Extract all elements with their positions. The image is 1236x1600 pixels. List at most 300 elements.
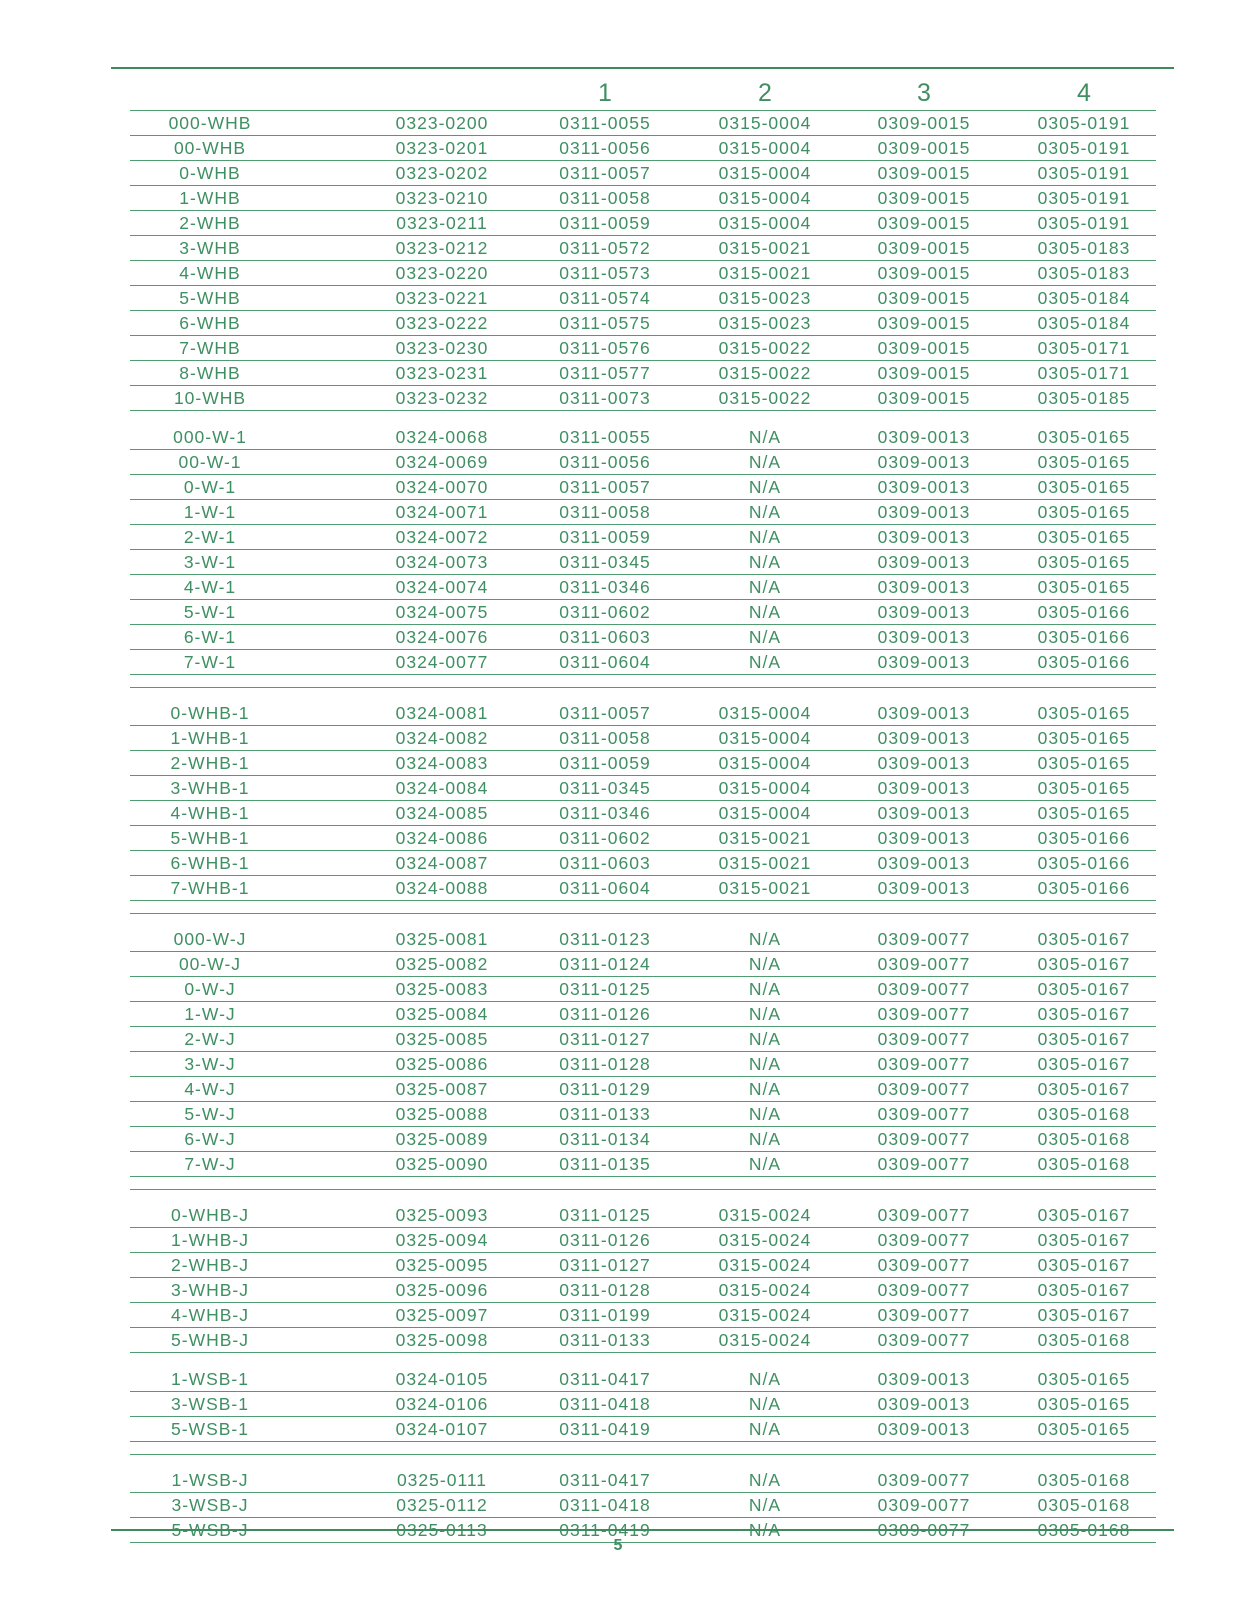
model-cell: 3-W-J — [184, 1054, 236, 1074]
part-2-cell: 0315-0004 — [718, 113, 812, 133]
part-2-cell: N/A — [748, 477, 782, 497]
part-3-cell: 0309-0015 — [877, 113, 971, 133]
model-cell: 0-WHB-J — [171, 1205, 249, 1225]
part-1-cell: 0311-0133 — [559, 1330, 651, 1350]
table-row — [130, 650, 1156, 675]
table-row — [130, 1392, 1156, 1417]
part-4-cell: 0305-0165 — [1037, 778, 1131, 798]
group-separator — [130, 411, 1156, 425]
part-4-cell: 0305-0165 — [1037, 552, 1131, 572]
catalog-number-cell: 0323-0212 — [395, 238, 489, 258]
model-cell: 5-WHB — [179, 288, 241, 308]
part-2-cell: N/A — [748, 1470, 782, 1490]
part-3-cell: 0309-0077 — [877, 929, 971, 949]
part-4-cell: 0305-0165 — [1037, 477, 1131, 497]
model-cell: 1-WHB — [179, 188, 241, 208]
bottom-rule — [111, 1529, 1174, 1531]
part-4-cell: 0305-0165 — [1037, 753, 1131, 773]
model-cell: 0-WHB-1 — [170, 703, 250, 723]
part-2-cell: 0315-0004 — [718, 728, 812, 748]
part-3-cell: 0309-0077 — [877, 1029, 971, 1049]
catalog-number-cell: 0324-0083 — [395, 753, 489, 773]
table-row — [130, 1417, 1156, 1442]
table-row — [130, 776, 1156, 801]
catalog-number-cell: 0324-0071 — [395, 502, 489, 522]
table-row — [130, 161, 1156, 186]
group-separator — [130, 1353, 1156, 1367]
model-cell: 5-WHB-1 — [170, 828, 250, 848]
part-4-cell: 0305-0166 — [1037, 652, 1131, 672]
part-1-cell: 0311-0345 — [559, 552, 651, 572]
catalog-number-cell: 0325-0083 — [395, 979, 489, 999]
part-3-cell: 0309-0013 — [877, 828, 971, 848]
catalog-number-cell: 0324-0075 — [395, 602, 489, 622]
part-1-cell: 0311-0602 — [559, 602, 651, 622]
catalog-number-cell: 0324-0107 — [395, 1419, 489, 1439]
model-cell: 5-W-1 — [183, 602, 237, 622]
part-1-cell: 0311-0603 — [559, 853, 651, 873]
part-3-cell: 0309-0077 — [877, 1079, 971, 1099]
part-1-cell: 0311-0603 — [559, 627, 651, 647]
model-cell: 7-W-1 — [183, 652, 237, 672]
part-2-cell: N/A — [748, 1104, 782, 1124]
part-2-cell: 0315-0021 — [718, 828, 812, 848]
page-number: 5 — [613, 1537, 623, 1554]
part-4-cell: 0305-0165 — [1037, 527, 1131, 547]
part-2-cell: N/A — [748, 652, 782, 672]
column-header-3: 3 — [917, 79, 931, 107]
part-4-cell: 0305-0168 — [1037, 1330, 1131, 1350]
part-1-cell: 0311-0057 — [559, 477, 651, 497]
catalog-number-cell: 0325-0087 — [395, 1079, 489, 1099]
part-2-cell: N/A — [748, 1154, 782, 1174]
parts-table — [130, 111, 1156, 1543]
catalog-number-cell: 0325-0085 — [395, 1029, 489, 1049]
part-2-cell: 0315-0023 — [718, 288, 812, 308]
part-1-cell: 0311-0058 — [559, 188, 651, 208]
table-row — [130, 236, 1156, 261]
table-row — [130, 1328, 1156, 1353]
table-row — [130, 450, 1156, 475]
part-4-cell: 0305-0184 — [1037, 288, 1131, 308]
part-4-cell: 0305-0166 — [1037, 627, 1131, 647]
part-2-cell: 0315-0004 — [718, 778, 812, 798]
part-4-cell: 0305-0167 — [1037, 1230, 1131, 1250]
part-3-cell: 0309-0015 — [877, 288, 971, 308]
part-2-cell: N/A — [748, 627, 782, 647]
catalog-number-cell: 0325-0088 — [395, 1104, 489, 1124]
catalog-number-cell: 0324-0073 — [395, 552, 489, 572]
part-1-cell: 0311-0055 — [559, 113, 651, 133]
part-1-cell: 0311-0128 — [559, 1054, 651, 1074]
model-cell: 0-W-1 — [183, 477, 237, 497]
catalog-number-cell: 0323-0200 — [395, 113, 489, 133]
part-3-cell: 0309-0013 — [877, 577, 971, 597]
part-1-cell: 0311-0127 — [559, 1255, 651, 1275]
part-1-cell: 0311-0604 — [559, 878, 651, 898]
model-cell: 6-W-1 — [183, 627, 237, 647]
part-3-cell: 0309-0077 — [877, 1280, 971, 1300]
catalog-number-cell: 0325-0089 — [395, 1129, 489, 1149]
part-1-cell: 0311-0073 — [559, 388, 651, 408]
part-2-cell: N/A — [748, 1419, 782, 1439]
part-4-cell: 0305-0168 — [1037, 1104, 1131, 1124]
part-2-cell: 0315-0004 — [718, 188, 812, 208]
table-row — [130, 726, 1156, 751]
catalog-number-cell: 0324-0105 — [395, 1369, 489, 1389]
part-3-cell: 0309-0077 — [877, 1495, 971, 1515]
part-2-cell: 0315-0024 — [718, 1255, 812, 1275]
table-row — [130, 977, 1156, 1002]
part-4-cell: 0305-0167 — [1037, 1255, 1131, 1275]
catalog-number-cell: 0323-0230 — [395, 338, 489, 358]
table-row — [130, 1278, 1156, 1303]
part-4-cell: 0305-0167 — [1037, 979, 1131, 999]
catalog-number-cell: 0325-0094 — [395, 1230, 489, 1250]
part-2-cell: 0315-0024 — [718, 1330, 812, 1350]
model-cell: 4-WHB-J — [171, 1305, 249, 1325]
part-2-cell: 0315-0004 — [718, 138, 812, 158]
table-row — [130, 286, 1156, 311]
part-1-cell: 0311-0419 — [559, 1520, 651, 1540]
part-1-cell: 0311-0573 — [559, 263, 651, 283]
part-2-cell: 0315-0004 — [718, 213, 812, 233]
part-1-cell: 0311-0418 — [559, 1394, 651, 1414]
part-3-cell: 0309-0015 — [877, 263, 971, 283]
part-2-cell: N/A — [748, 1004, 782, 1024]
part-1-cell: 0311-0124 — [559, 954, 651, 974]
part-3-cell: 0309-0077 — [877, 1520, 971, 1540]
part-3-cell: 0309-0077 — [877, 1004, 971, 1024]
part-1-cell: 0311-0572 — [559, 238, 651, 258]
model-cell: 7-W-J — [184, 1154, 236, 1174]
model-cell: 5-WSB-1 — [171, 1419, 249, 1439]
part-4-cell: 0305-0167 — [1037, 1004, 1131, 1024]
part-1-cell: 0311-0057 — [559, 703, 651, 723]
part-1-cell: 0311-0134 — [559, 1129, 651, 1149]
model-cell: 2-W-1 — [183, 527, 237, 547]
part-4-cell: 0305-0165 — [1037, 427, 1131, 447]
part-1-cell: 0311-0057 — [559, 163, 651, 183]
catalog-number-cell: 0325-0093 — [395, 1205, 489, 1225]
catalog-number-cell: 0324-0106 — [395, 1394, 489, 1414]
part-4-cell: 0305-0165 — [1037, 1369, 1131, 1389]
model-cell: 5-W-J — [184, 1104, 236, 1124]
part-4-cell: 0305-0185 — [1037, 388, 1131, 408]
part-2-cell: N/A — [748, 452, 782, 472]
part-3-cell: 0309-0013 — [877, 878, 971, 898]
part-3-cell: 0309-0015 — [877, 213, 971, 233]
table-row — [130, 136, 1156, 161]
model-cell: 2-WHB — [179, 213, 241, 233]
catalog-number-cell: 0324-0068 — [395, 427, 489, 447]
group-separator — [130, 1442, 1156, 1468]
part-1-cell: 0311-0129 — [559, 1079, 651, 1099]
part-3-cell: 0309-0077 — [877, 1054, 971, 1074]
catalog-number-cell: 0325-0097 — [395, 1305, 489, 1325]
part-1-cell: 0311-0056 — [559, 452, 651, 472]
part-1-cell: 0311-0123 — [559, 929, 651, 949]
model-cell: 0-WHB — [179, 163, 241, 183]
part-4-cell: 0305-0167 — [1037, 1305, 1131, 1325]
model-cell: 3-WSB-J — [171, 1495, 249, 1515]
part-2-cell: 0315-0022 — [718, 388, 812, 408]
model-cell: 1-W-J — [184, 1004, 236, 1024]
part-4-cell: 0305-0165 — [1037, 452, 1131, 472]
part-2-cell: N/A — [748, 577, 782, 597]
part-3-cell: 0309-0013 — [877, 427, 971, 447]
part-1-cell: 0311-0055 — [559, 427, 651, 447]
table-row — [130, 211, 1156, 236]
part-1-cell: 0311-0576 — [559, 338, 651, 358]
model-cell: 3-WHB-1 — [170, 778, 250, 798]
part-1-cell: 0311-0602 — [559, 828, 651, 848]
part-3-cell: 0309-0013 — [877, 728, 971, 748]
catalog-number-cell: 0324-0072 — [395, 527, 489, 547]
catalog-number-cell: 0325-0090 — [395, 1154, 489, 1174]
part-4-cell: 0305-0166 — [1037, 878, 1131, 898]
part-1-cell: 0311-0575 — [559, 313, 651, 333]
catalog-number-cell: 0325-0111 — [396, 1470, 488, 1490]
part-2-cell: N/A — [748, 1029, 782, 1049]
table-row — [130, 311, 1156, 336]
part-3-cell: 0309-0013 — [877, 753, 971, 773]
part-4-cell: 0305-0168 — [1037, 1154, 1131, 1174]
table-row — [130, 1102, 1156, 1127]
model-cell: 8-WHB — [179, 363, 241, 383]
part-1-cell: 0311-0574 — [559, 288, 651, 308]
part-1-cell: 0311-0127 — [559, 1029, 651, 1049]
group-separator — [130, 675, 1156, 701]
model-cell: 3-W-1 — [183, 552, 237, 572]
table-row — [130, 475, 1156, 500]
part-3-cell: 0309-0077 — [877, 1129, 971, 1149]
table-row — [130, 1152, 1156, 1177]
catalog-number-cell: 0324-0077 — [395, 652, 489, 672]
model-cell: 4-WHB-1 — [170, 803, 250, 823]
part-1-cell: 0311-0058 — [559, 502, 651, 522]
part-1-cell: 0311-0059 — [559, 753, 651, 773]
catalog-number-cell: 0323-0232 — [395, 388, 489, 408]
table-row — [130, 186, 1156, 211]
table-row — [130, 1002, 1156, 1027]
part-3-cell: 0309-0015 — [877, 238, 971, 258]
part-4-cell: 0305-0171 — [1037, 338, 1131, 358]
table-row — [130, 261, 1156, 286]
table-row — [130, 1493, 1156, 1518]
model-cell: 1-WHB-1 — [170, 728, 250, 748]
part-3-cell: 0309-0013 — [877, 552, 971, 572]
catalog-number-cell: 0324-0082 — [395, 728, 489, 748]
part-4-cell: 0305-0191 — [1037, 138, 1131, 158]
model-cell: 6-WHB — [179, 313, 241, 333]
part-2-cell: 0315-0024 — [718, 1230, 812, 1250]
part-4-cell: 0305-0183 — [1037, 263, 1131, 283]
part-4-cell: 0305-0168 — [1037, 1470, 1131, 1490]
part-2-cell: N/A — [748, 1394, 782, 1414]
part-4-cell: 0305-0167 — [1037, 1280, 1131, 1300]
part-2-cell: 0315-0021 — [718, 238, 812, 258]
part-4-cell: 0305-0191 — [1037, 213, 1131, 233]
part-3-cell: 0309-0077 — [877, 1470, 971, 1490]
model-cell: 4-WHB — [179, 263, 241, 283]
part-2-cell: 0315-0004 — [718, 703, 812, 723]
part-4-cell: 0305-0168 — [1037, 1129, 1131, 1149]
catalog-number-cell: 0324-0076 — [395, 627, 489, 647]
table-row — [130, 550, 1156, 575]
catalog-number-cell: 0324-0070 — [395, 477, 489, 497]
part-4-cell: 0305-0183 — [1037, 238, 1131, 258]
part-2-cell: 0315-0021 — [718, 263, 812, 283]
table-row — [130, 1127, 1156, 1152]
model-cell: 00-WHB — [173, 138, 247, 158]
part-2-cell: N/A — [748, 602, 782, 622]
part-3-cell: 0309-0013 — [877, 703, 971, 723]
model-cell: 00-W-J — [178, 954, 242, 974]
catalog-number-cell: 0325-0082 — [395, 954, 489, 974]
part-4-cell: 0305-0171 — [1037, 363, 1131, 383]
catalog-number-cell: 0325-0095 — [395, 1255, 489, 1275]
part-3-cell: 0309-0077 — [877, 1154, 971, 1174]
catalog-number-cell: 0323-0220 — [395, 263, 489, 283]
table-row — [130, 1077, 1156, 1102]
part-3-cell: 0309-0015 — [877, 338, 971, 358]
catalog-number-cell: 0324-0074 — [395, 577, 489, 597]
part-2-cell: N/A — [748, 954, 782, 974]
part-3-cell: 0309-0013 — [877, 527, 971, 547]
catalog-number-cell: 0325-0098 — [395, 1330, 489, 1350]
part-1-cell: 0311-0417 — [559, 1369, 651, 1389]
table-row — [130, 1203, 1156, 1228]
part-1-cell: 0311-0058 — [559, 728, 651, 748]
part-3-cell: 0309-0013 — [877, 803, 971, 823]
part-4-cell: 0305-0184 — [1037, 313, 1131, 333]
part-1-cell: 0311-0419 — [559, 1419, 651, 1439]
table-row — [130, 1253, 1156, 1278]
table-row — [130, 876, 1156, 901]
table-row — [130, 525, 1156, 550]
part-3-cell: 0309-0013 — [877, 602, 971, 622]
part-2-cell: 0315-0004 — [718, 803, 812, 823]
part-3-cell: 0309-0013 — [877, 652, 971, 672]
model-cell: 3-WHB-J — [171, 1280, 249, 1300]
model-cell: 1-W-1 — [183, 502, 237, 522]
part-2-cell: 0315-0021 — [718, 853, 812, 873]
group-separator — [130, 901, 1156, 927]
part-1-cell: 0311-0126 — [559, 1230, 651, 1250]
table-row — [130, 386, 1156, 411]
part-3-cell: 0309-0077 — [877, 1230, 971, 1250]
part-1-cell: 0311-0125 — [559, 979, 651, 999]
part-3-cell: 0309-0013 — [877, 452, 971, 472]
part-4-cell: 0305-0166 — [1037, 602, 1131, 622]
catalog-number-cell: 0323-0221 — [395, 288, 489, 308]
part-4-cell: 0305-0191 — [1037, 113, 1131, 133]
part-2-cell: N/A — [748, 427, 782, 447]
part-1-cell: 0311-0346 — [559, 803, 651, 823]
part-1-cell: 0311-0135 — [559, 1154, 651, 1174]
part-2-cell: N/A — [748, 979, 782, 999]
part-1-cell: 0311-0126 — [559, 1004, 651, 1024]
catalog-number-cell: 0325-0086 — [395, 1054, 489, 1074]
column-header-2: 2 — [758, 79, 772, 107]
model-cell: 2-WHB-1 — [170, 753, 250, 773]
catalog-number-cell: 0324-0069 — [395, 452, 489, 472]
model-cell: 1-WSB-1 — [171, 1369, 249, 1389]
table-row — [130, 826, 1156, 851]
part-1-cell: 0311-0418 — [559, 1495, 651, 1515]
catalog-number-cell: 0324-0085 — [395, 803, 489, 823]
model-cell: 4-W-J — [184, 1079, 236, 1099]
part-2-cell: N/A — [748, 1129, 782, 1149]
table-row — [130, 425, 1156, 450]
column-header-1: 1 — [598, 79, 612, 107]
part-2-cell: 0315-0004 — [718, 753, 812, 773]
catalog-number-cell: 0323-0222 — [395, 313, 489, 333]
model-cell: 1-WHB-J — [171, 1230, 249, 1250]
part-1-cell: 0311-0345 — [559, 778, 651, 798]
catalog-number-cell: 0324-0081 — [395, 703, 489, 723]
catalog-number-cell: 0324-0088 — [395, 878, 489, 898]
part-2-cell: 0315-0004 — [718, 163, 812, 183]
part-2-cell: 0315-0024 — [718, 1305, 812, 1325]
column-header-4: 4 — [1077, 79, 1091, 107]
part-4-cell: 0305-0191 — [1037, 163, 1131, 183]
model-cell: 10-WHB — [173, 388, 247, 408]
table-header — [130, 78, 1156, 111]
table-row — [130, 336, 1156, 361]
part-2-cell: 0315-0024 — [718, 1280, 812, 1300]
part-2-cell: N/A — [748, 1520, 782, 1540]
table-row — [130, 361, 1156, 386]
part-3-cell: 0309-0013 — [877, 1419, 971, 1439]
part-3-cell: 0309-0013 — [877, 778, 971, 798]
part-3-cell: 0309-0015 — [877, 363, 971, 383]
table-row — [130, 952, 1156, 977]
model-cell: 7-WHB — [179, 338, 241, 358]
part-4-cell: 0305-0165 — [1037, 577, 1131, 597]
catalog-number-cell: 0324-0087 — [395, 853, 489, 873]
catalog-number-cell: 0323-0202 — [395, 163, 489, 183]
part-2-cell: N/A — [748, 1054, 782, 1074]
part-2-cell: N/A — [748, 1079, 782, 1099]
model-cell: 3-WHB — [179, 238, 241, 258]
part-3-cell: 0309-0077 — [877, 1255, 971, 1275]
model-cell: 5-WSB-J — [171, 1520, 249, 1540]
part-2-cell: 0315-0022 — [718, 338, 812, 358]
model-cell: 3-WSB-1 — [171, 1394, 249, 1414]
part-3-cell: 0309-0077 — [877, 954, 971, 974]
part-4-cell: 0305-0191 — [1037, 188, 1131, 208]
part-3-cell: 0309-0013 — [877, 1369, 971, 1389]
part-3-cell: 0309-0077 — [877, 1330, 971, 1350]
catalog-number-cell: 0325-0081 — [395, 929, 489, 949]
part-1-cell: 0311-0346 — [559, 577, 651, 597]
part-3-cell: 0309-0013 — [877, 627, 971, 647]
part-3-cell: 0309-0015 — [877, 163, 971, 183]
part-4-cell: 0305-0165 — [1037, 803, 1131, 823]
table-row — [130, 1367, 1156, 1392]
model-cell: 1-WSB-J — [171, 1470, 249, 1490]
catalog-number-cell: 0325-0113 — [396, 1520, 488, 1540]
model-cell: 00-W-1 — [178, 452, 242, 472]
part-3-cell: 0309-0013 — [877, 477, 971, 497]
part-1-cell: 0311-0604 — [559, 652, 651, 672]
catalog-number-cell: 0323-0231 — [395, 363, 489, 383]
part-4-cell: 0305-0166 — [1037, 828, 1131, 848]
part-3-cell: 0309-0077 — [877, 979, 971, 999]
part-4-cell: 0305-0167 — [1037, 1054, 1131, 1074]
